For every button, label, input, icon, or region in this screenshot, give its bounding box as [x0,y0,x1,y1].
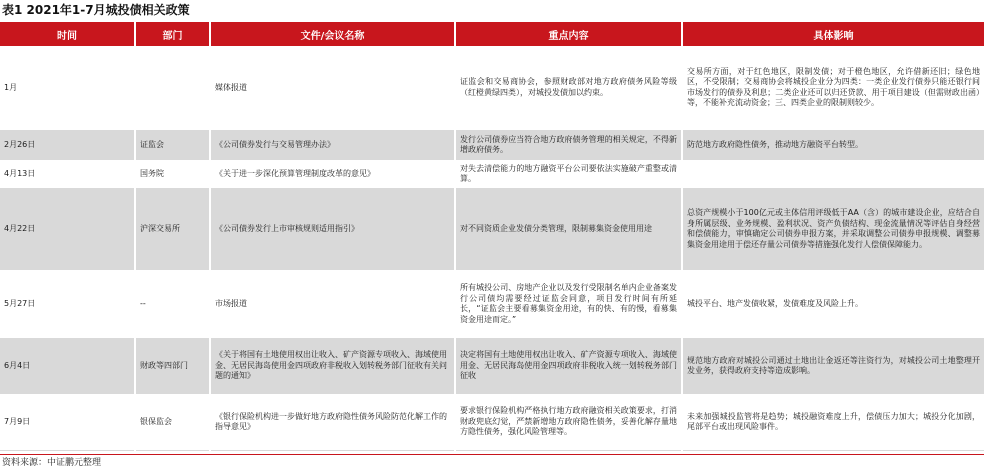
cell-department: -- [135,270,210,338]
table-caption: 表1 2021年1-7月城投债相关政策 [2,3,190,17]
cell-time: 4月22日 [0,188,135,270]
cell-department: 财政等四部门 [135,338,210,394]
header-document: 文件/会议名称 [210,22,455,46]
header-department: 部门 [135,22,210,46]
cell-department: 国务院 [135,160,210,188]
header-row [0,22,984,46]
cell-impact: 未来加强城投监管将是趋势；城投融资难度上升，偿债压力加大；城投分化加剧，尾部平台或出现风险事件。 [682,394,984,450]
cell-time: 7月9日 [0,394,135,450]
bottom-divider [0,454,984,455]
cell-document: 《银行保险机构进一步做好地方政府隐性债务风险防范化解工作的指导意见》 [210,394,455,450]
table-row [0,160,984,188]
policy-table [0,22,984,451]
header-time: 时间 [0,22,135,46]
cell-time: 1月 [0,46,135,130]
table-row [0,46,984,130]
cell-impact: 规范地方政府对城投公司通过土地出让金返还等注资行为，对城投公司土地整理开发业务，获得政府支持等造成影响。 [682,338,984,394]
cell-time: 5月27日 [0,270,135,338]
cell-key-content: 要求银行保险机构严格执行地方政府融资相关政策要求，打消财政兜底幻觉，严禁新增地方政府隐性债务，妥善化解存量地方隐性债务，强化风险管理等。 [455,394,682,450]
cell-document: 《关于将国有土地使用权出让收入、矿产资源专项收入、海域使用金、无居民海岛使用金四项政府非税收入划转税务部门征收有关问题的通知》 [210,338,455,394]
cell-time: 6月4日 [0,338,135,394]
cell-department: 证监会 [135,130,210,160]
cell-document: 《公司债券发行上市审核规则适用指引》 [210,188,455,270]
table-row [0,130,984,160]
cell-impact [682,160,984,188]
cell-impact: 交易所方面，对于红色地区，限制发债；对于橙色地区，允许借新还旧；绿色地区，不受限制；交易商协会将城投企业分为四类：一类企业发行债券只能还银行间市场发行的债券及利息；二类企业还可以归还贷款、用于项目建设（但需财政出函）等，不能补充流动资金；三、四类企业的限制则较少。 [682,46,984,130]
cell-time: 4月13日 [0,160,135,188]
cell-impact: 总资产规模小于100亿元或主体信用评级低于AA（含）的城市建设企业，应结合自身所属层级、业务规模、盈利状况、资产负债结构、现金流量情况等评估自身经营和偿债能力，审慎确定公司债券申报方案，并采取调整公司债券申报规模、调整募集资金用途用于偿还存量公司债券等措施强化发行人偿债保障能力。 [682,188,984,270]
cell-time: 2月26日 [0,130,135,160]
cell-department: 沪深交易所 [135,188,210,270]
cell-department [135,46,210,130]
source-note: 资料来源：中证鹏元整理 [2,458,102,468]
cell-key-content: 对失去清偿能力的地方融资平台公司要依法实施破产重整或清算。 [455,160,682,188]
table-row [0,270,984,338]
cell-key-content: 证监会和交易商协会，参照财政部对地方政府债务风险等级（红橙黄绿四类），对城投发债加以约束。 [455,46,682,130]
cell-key-content: 决定将国有土地使用权出让收入、矿产资源专项收入、海域使用金、无居民海岛使用金四项政府非税收入统一划转税务部门征收 [455,338,682,394]
cell-key-content: 对不同资质企业发债分类管理，限制募集资金使用用途 [455,188,682,270]
table-row [0,338,984,394]
cell-impact: 城投平台、地产发债收紧，发债难度及风险上升。 [682,270,984,338]
cell-document: 《公司债券发行与交易管理办法》 [210,130,455,160]
cell-department: 银保监会 [135,394,210,450]
header-key-content: 重点内容 [455,22,682,46]
cell-document: 市场报道 [210,270,455,338]
cell-document: 《关于进一步深化预算管理制度改革的意见》 [210,160,455,188]
header-impact: 具体影响 [682,22,984,46]
table-row [0,394,984,450]
cell-document: 媒体报道 [210,46,455,130]
cell-impact: 防范地方政府隐性债务，推动地方融资平台转型。 [682,130,984,160]
cell-key-content: 发行公司债券应当符合地方政府债务管理的相关规定，不得新增政府债务。 [455,130,682,160]
table-row [0,188,984,270]
cell-key-content: 所有城投公司、房地产企业以及发行受限制名单内企业备案发行公司债均需要经过证监会同意，项目发行时间有所延长，“证监会主要看募集资金用途，有的快、有的慢，看募集资金用途而定。” [455,270,682,338]
